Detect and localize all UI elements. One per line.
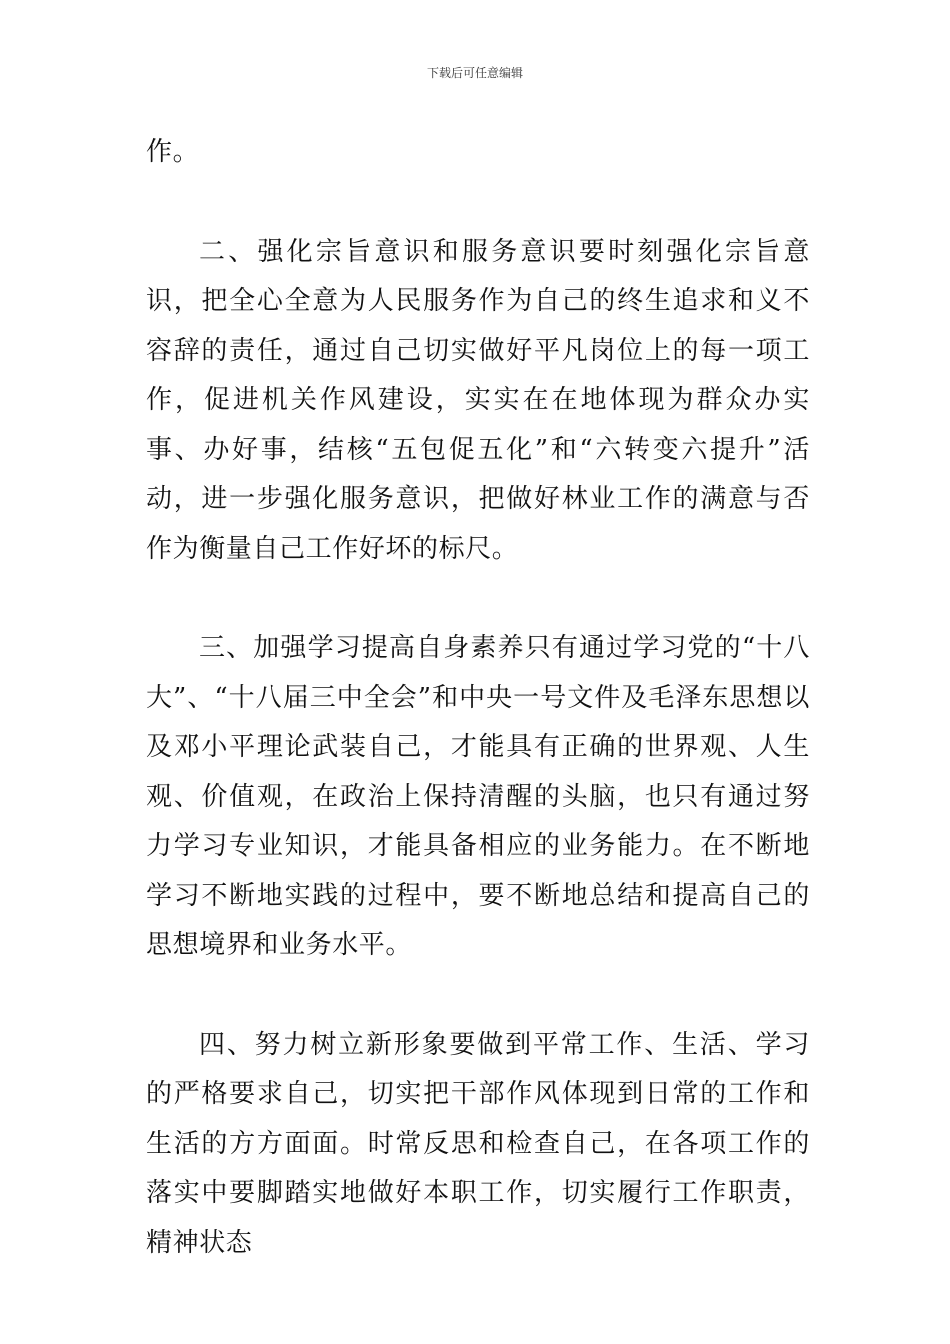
paragraph-section-three: 三、加强学习提高自身素养只有通过学习党的“十八大”、“十八届三中全会”和中央一号文件及毛泽东思想以及邓小平理论武装自己，才能具有正确的世界观、人生观、价值观，在政治上保持清醒的头脑，也只有通过努力学习专业知识，才能具备相应的业务能力。在不断地学习不断地实践的过程中，要不断地总结和提高自己的思想境界和业务水平。 [146, 633, 810, 960]
paragraph-section-two: 二、强化宗旨意识和服务意识要时刻强化宗旨意识，把全心全意为人民服务作为自己的终生追求和义不容辞的责任，通过自己切实做好平凡岗位上的每一项工作，促进机关作风建设，实实在在地体现为群众办实事、办好事，结核“五包促五化”和“六转变六提升”活动，进一步强化服务意识，把做好林业工作的满意与否作为衡量自己工作好坏的标尺。 [146, 236, 810, 564]
paragraph-gap [146, 574, 810, 624]
page-header: 下载后可任意编辑 [426, 66, 523, 80]
document-body [146, 128, 810, 1268]
paragraph-section-four: 四、努力树立新形象要做到平常工作、生活、学习的严格要求自己，切实把干部作风体现到日常的工作和生活的方方面面。时常反思和检查自己，在各项工作的落实中要脚踏实地做好本职工作，切实履行工作职责，精神状态 [146, 1029, 810, 1258]
paragraph-gap [146, 178, 810, 228]
paragraph-continuation: 作。 [146, 137, 200, 167]
paragraph-gap [146, 971, 810, 1021]
